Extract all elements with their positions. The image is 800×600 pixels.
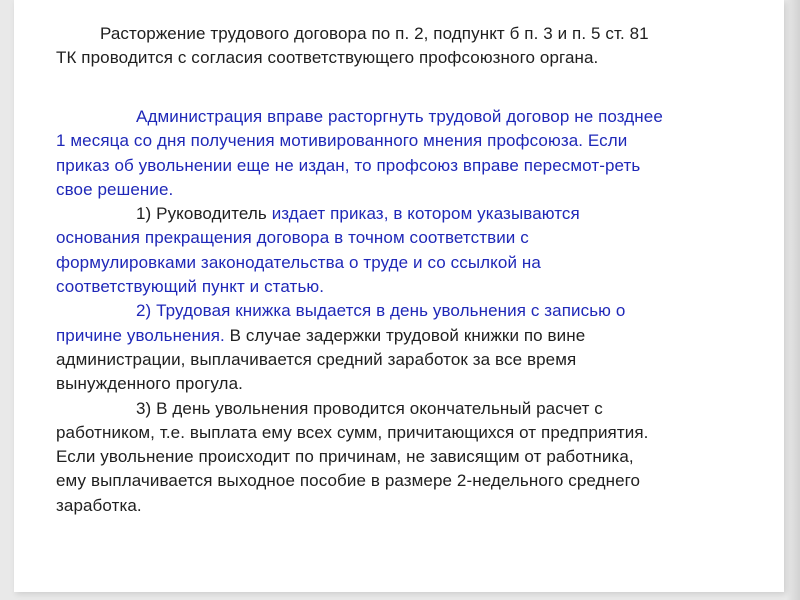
item-1-line-3: формулировками законодательства о труде и со ссылкой на — [56, 252, 541, 272]
item-3-line-3: Если увольнение происходит по причинам, не зависящим от работника, — [56, 447, 634, 467]
item-3-line-4: ему выплачивается выходное пособие в размере 2-недельного среднего — [56, 471, 641, 491]
paragraph-consent — [56, 22, 776, 71]
administration-line-1: Администрация вправе расторгнуть трудовой договор не позднее — [136, 107, 663, 126]
item-3-line-1: 3) В день увольнения проводится окончательный расчет с — [136, 398, 603, 418]
administration-line-3: приказ об увольнении еще не издан, то профсоюз вправе пересмот-реть — [56, 155, 641, 175]
administration-line-4: свое решение. — [56, 179, 174, 199]
item-1-highlight: издает приказ, в котором указываются — [271, 204, 580, 224]
paragraph-procedure — [56, 105, 776, 518]
item-2-highlight: причине увольнения. — [56, 325, 225, 345]
paragraph-consent-line-1: Расторжение трудового договора по п. 2, подпункт б п. 3 и п. 5 ст. 81 — [100, 24, 649, 43]
paragraph-consent-line-2: ТК проводится с согласия соответствующего профсоюзного органа. — [56, 48, 599, 68]
item-2-line-4: вынужденного прогула. — [56, 374, 243, 394]
item-1-line-2: основания прекращения договора в точном соответствии с — [56, 228, 529, 248]
administration-line-2: 1 месяца со дня получения мотивированного мнения профсоюза. Если — [56, 131, 628, 151]
item-1-lead: 1) Руководитель — [136, 204, 272, 224]
slide-border-shadow — [786, 0, 800, 600]
item-2-continuation: В случае задержки трудовой книжки по вине — [224, 325, 586, 345]
item-1-line-4: соответствующий пункт и статью. — [56, 277, 325, 297]
item-3-line-2: работником, т.е. выплата ему всех сумм, причитающихся от предприятия. — [56, 422, 649, 442]
item-3-line-5: заработка. — [56, 495, 142, 515]
item-2-line-3: администрации, выплачивается средний заработок за все время — [56, 349, 577, 369]
item-2-line-1: 2) Трудовая книжка выдается в день увольнения с записью о — [136, 301, 626, 321]
item-1-line-1 — [56, 202, 776, 226]
slide — [14, 0, 784, 592]
item-2-line-2 — [56, 324, 776, 348]
